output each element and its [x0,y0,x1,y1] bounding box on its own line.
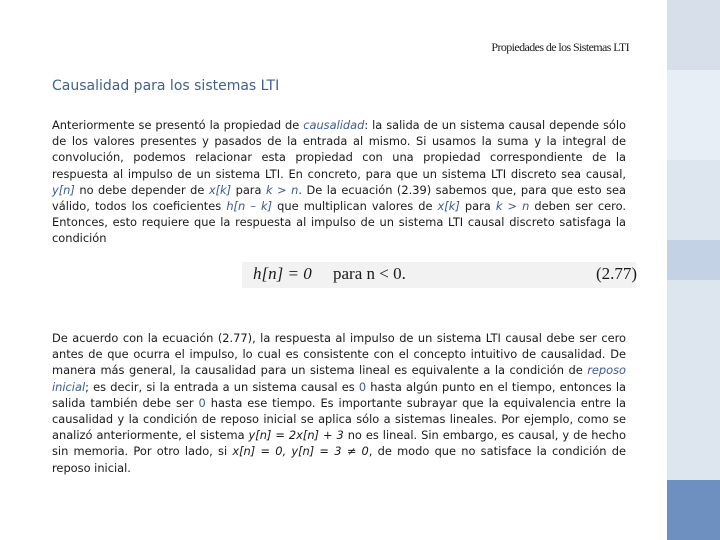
side-stripe-5 [667,280,720,480]
text-run: hasta ese tiempo. Es importante subrayar que la equivalencia entre la causalidad y la condición de reposo inicial se aplica sólo a sistemas lineales. Por ejemplo, como se analizó anteriormente, el sistema [52,395,626,443]
term-causalidad: causalidad [303,118,365,132]
text-run: . De la ecuación (2.39) sabemos que, para que esto sea válido, todos los coeficientes [52,182,627,214]
paragraph-1 [52,117,626,247]
text-run: : la salida de un sistema causal depende sólo de los valores presentes y pasados de la entrada al mismo. Si usamos la suma y la integral de convolución, podemos relacionar esta propiedad con una propiedad correspondiente de la respuesta al impulso de un sistema LTI. En concreto, para que un sistema LTI discreto sea causal, [52,118,626,181]
side-stripe-1 [667,0,720,70]
math-xk: x[k] [437,199,460,214]
paragraph-2 [52,330,626,476]
math-system-eq: y[n] = 2x[n] + 3 [248,428,344,443]
side-stripe-2 [667,70,720,160]
text-run: ; es decir, si la entrada a un sistema causal es [85,379,359,394]
math-k-gt-n: k > n [265,182,299,197]
text-run: no debe depender de [74,182,209,197]
math-xk: x[k] [208,182,232,197]
text-run: que multiplican valores de [272,199,438,214]
equation-number: (2.77) [596,264,638,283]
side-stripe-3 [667,160,720,240]
math-zero: 0 [358,379,367,394]
math-k-gt-n: k > n [495,199,530,214]
slide-header: Propiedades de los Sistemas LTI [491,40,629,54]
side-stripe-4 [667,240,720,280]
term-reposo-inicial: reposo inicial [52,363,626,394]
text-run: De acuerdo con la ecuación (2.77), la respuesta al impulso de un sistema LTI causal debe ser cero antes de que ocurra el impulso, lo cual es consistente con el concepto intuitivo de causalidad. De manera más general, la causalidad para un sistema lineal es equivalente a la condición de [52,331,626,378]
math-condition-eq: x[n] = 0, y[n] = 3 ≠ 0 [232,444,369,459]
math-yn: y[n] [52,182,75,197]
text-run: para [459,199,496,214]
equation-lhs: h[n] = 0 [253,264,312,283]
text-run: no es lineal. Sin embargo, es causal, y de hecho sin memoria. Por otro lado, si [52,428,626,459]
text-run: hasta algún punto en el tiempo, entonces la salida también debe ser [52,379,626,410]
text-run: , de modo que no satisface la condición de reposo inicial. [52,444,626,475]
slide-title: Causalidad para los sistemas LTI [52,78,280,94]
text-run: deben ser cero. Entonces, esto requiere que la respuesta al impulso de un sistema LTI causal discreto satisfaga la condición [52,199,626,246]
math-zero: 0 [198,395,206,410]
text-run: para [231,182,266,197]
equation-condition: para n < 0. [333,264,406,283]
side-stripe-accent [667,480,720,540]
math-hnk: h[n – k] [226,199,273,214]
text-run: Anteriormente se presentó la propiedad de [52,118,304,132]
